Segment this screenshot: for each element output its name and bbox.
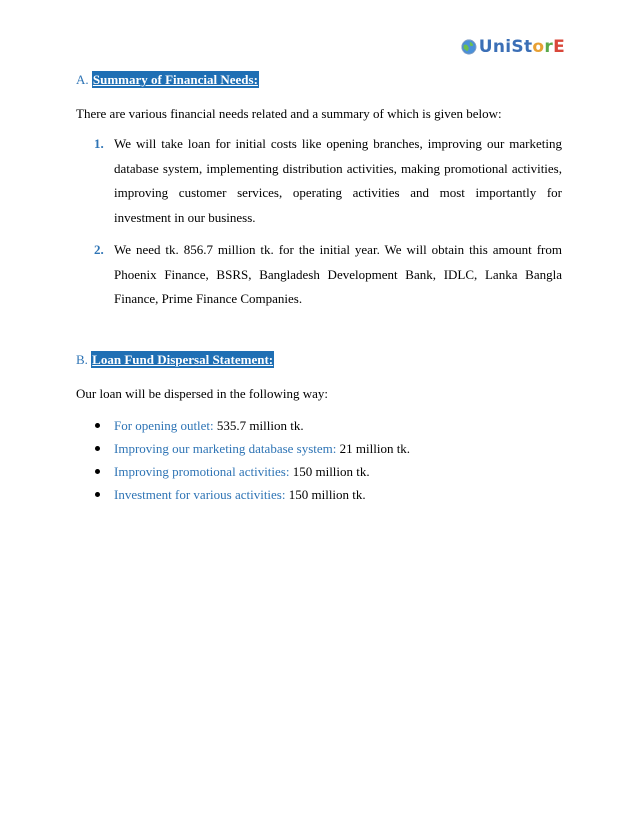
item-label: For opening outlet:: [114, 418, 214, 433]
bullet-icon: [95, 469, 100, 474]
item-value: 150 million tk.: [288, 487, 366, 502]
section-b-heading: [76, 352, 274, 368]
list-item-text: We need tk. 856.7 million tk. for the initial year. We will obtain this amount from Phoenix Finance, BSRS, Bangladesh Development Bank, IDLC, Lanka Bangla Finance, Prime Finance Companies.: [114, 242, 562, 306]
section-a-title: Summary of Financial Needs:: [92, 72, 258, 87]
list-number: 2.: [94, 242, 104, 257]
section-b-title: Loan Fund Dispersal Statement:: [92, 352, 274, 367]
item-value: 150 million tk.: [292, 464, 370, 479]
item-value: 21 million tk.: [339, 441, 411, 456]
section-a-intro: There are various financial needs related and a summary of which is given below:: [76, 106, 502, 121]
unistore-logo: [461, 35, 565, 59]
bullet-icon: [95, 492, 100, 497]
section-b-list: [94, 414, 564, 506]
list-item: [94, 483, 564, 506]
list-number: 1.: [94, 136, 104, 151]
list-item: [94, 460, 564, 483]
list-item: [94, 414, 564, 437]
item-label: Investment for various activities:: [114, 487, 286, 502]
logo-text: UniStorE: [478, 36, 565, 57]
item-value: 535.7 million tk.: [216, 418, 304, 433]
bullet-icon: [95, 446, 100, 451]
list-item-text: We will take loan for initial costs like opening branches, improving our marketing database system, implementing distribution activities, making promotional activities, improving customer services, operating activities and most importantly for investment in our business.: [114, 136, 562, 225]
item-label: Improving promotional activities:: [114, 464, 290, 479]
section-b-intro: Our loan will be dispersed in the following way:: [76, 386, 329, 401]
list-item: [94, 132, 562, 230]
section-a-prefix: A.: [76, 72, 89, 87]
item-label: Improving our marketing database system:: [114, 441, 337, 456]
section-b-prefix: B.: [76, 352, 88, 367]
list-item: [94, 238, 562, 312]
bullet-icon: [95, 423, 100, 428]
section-a-list: [94, 132, 562, 320]
list-item: [94, 437, 564, 460]
globe-logo-icon: [461, 38, 477, 56]
section-a-heading: [76, 72, 259, 88]
